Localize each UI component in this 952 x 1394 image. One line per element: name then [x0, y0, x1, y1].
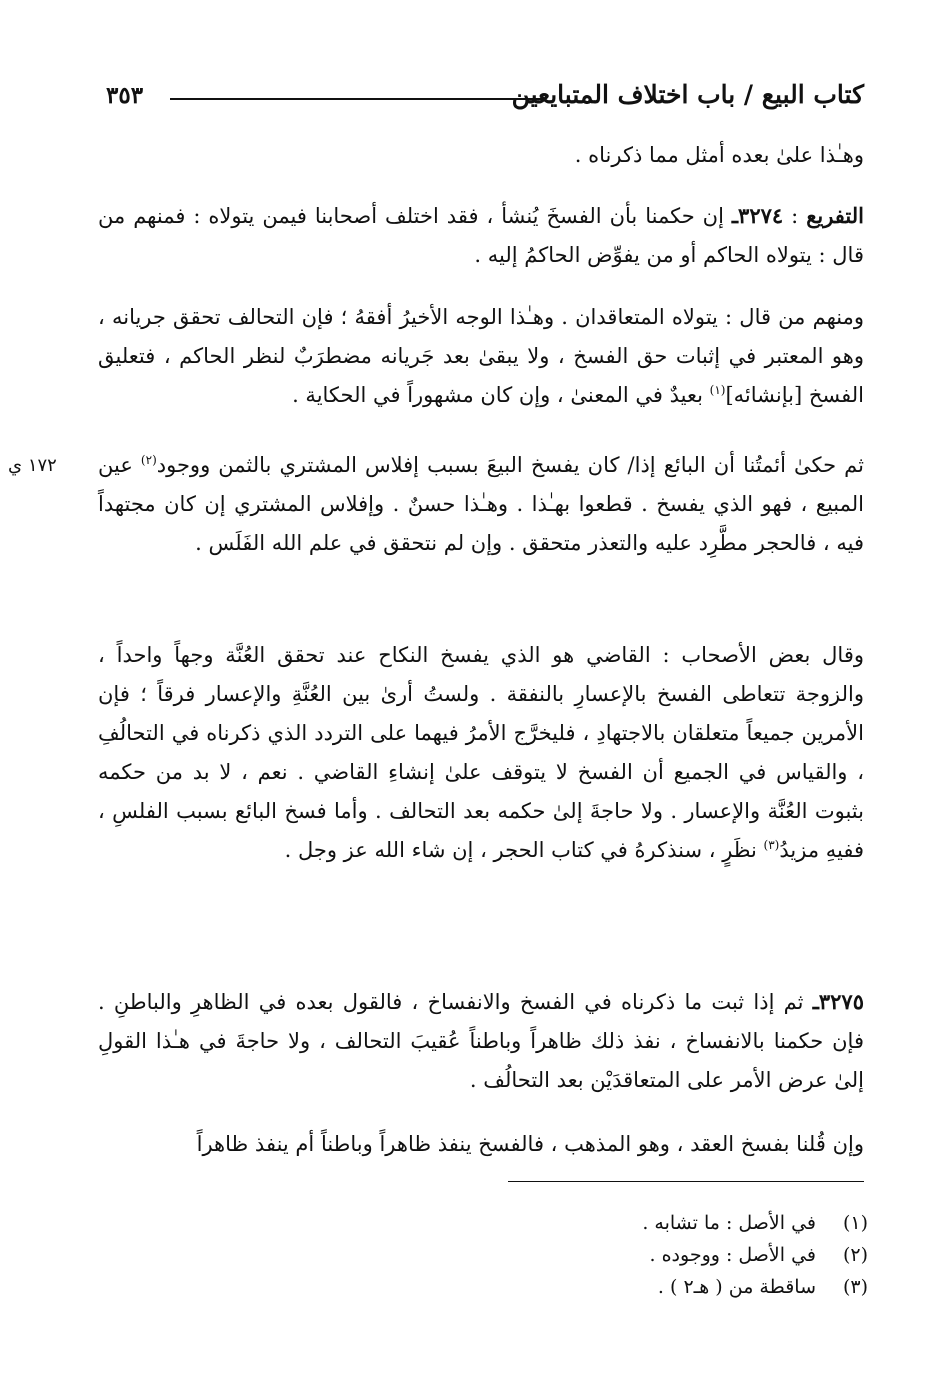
- paragraph-7: [98, 1125, 864, 1164]
- paragraph-4: [98, 446, 864, 563]
- paragraph-text: ثم حكىٰ أئمتُنا أن البائع إذا/ كان يفسخ البيعَ بسبب إفلاس المشتري بالثمن ووجود: [156, 453, 864, 477]
- paragraph-text: وقال بعض الأصحاب : القاضي هو الذي يفسخ النكاح عند تحقق العُنَّة وجهاً واحداً ، والزوجة تتعاطى الفسخ بالإعسارِ بالنفقة . ولستُ أرىٰ بين العُنَّةِ والإعسار فرقاً ؛ فإن الأمرين جميعاً متعلقان بالاجتهادِ ، فليخرَّج الأمرُ فيهما على التردد الذي ذكرناه في التحالُفِ ، والقياس في الجميع أن الفسخ لا يتوقف علىٰ إنشاءِ القاضي . نعم ، لا بد من حكمه بثبوت العُنَّة والإعسار . ولا حاجةَ إلىٰ حكمه بعد التحالف . وأما فسخ البائع بسبب الفلسِ ، ففيهِ مزيدُ: [98, 643, 864, 862]
- footnote: [500, 1271, 868, 1303]
- issue-number: ٣٢٧٥ـ: [812, 989, 864, 1014]
- paragraph-text: ثم إذا ثبت ما ذكرناه في الفسخ والانفساخ ، فالقول بعده في الظاهرِ والباطنِ . فإن حكمنا بالانفساخ ، نفذ ذلك ظاهراً وباطناً عُقيبَ التحالف ، ولا حاجةَ في هـٰذا القولِ إلىٰ عرض الأمر على المتعاقدَيْن بعد التحالُف .: [98, 990, 864, 1092]
- paragraph-text: بعيدٌ في المعنىٰ ، وإن كان مشهوراً في الحكاية .: [292, 383, 710, 407]
- running-header: [106, 70, 864, 120]
- footnote-text: ساقطة من ( هـ٢ ) .: [657, 1276, 816, 1298]
- paragraph-5: [98, 636, 864, 870]
- paragraph-1: [98, 136, 864, 175]
- page-number: ٣٥٣: [106, 82, 144, 109]
- section-label: التفريع: [806, 203, 864, 228]
- paragraph-3: [98, 298, 864, 415]
- footnote-text: في الأصل : ما تشابه .: [642, 1212, 816, 1234]
- paragraph-text: وهـٰذا علىٰ بعده أمثل مما ذكرناه .: [574, 143, 864, 167]
- margin-note: ١٧٢ ي: [8, 455, 57, 476]
- footnote-number: (١): [842, 1212, 868, 1234]
- paragraph-6: [98, 982, 864, 1100]
- footnote: [500, 1207, 868, 1239]
- label-separator: :: [783, 204, 807, 228]
- footnotes: [500, 1207, 868, 1303]
- paragraph-text: وإن قُلنا بفسخ العقد ، وهو المذهب ، فالفسخ ينفذ ظاهراً وباطناً أم ينفذ ظاهراً: [196, 1132, 864, 1156]
- issue-number: ٣٢٧٤ـ: [731, 203, 784, 228]
- footnote-number: (٣): [842, 1276, 868, 1298]
- footnote-text: في الأصل : ووجوده .: [649, 1244, 816, 1266]
- chapter-title: كتاب البيع / باب اختلاف المتبايعين: [511, 80, 864, 109]
- footnote-rule: [508, 1181, 864, 1182]
- footnote-ref[interactable]: (٣): [763, 838, 780, 852]
- paragraph-text: عين المبيع ، فهو الذي يفسخ . قطعوا بهـٰذا . وهـٰذا حسنٌ . وإفلاس المشتري إن كان مجتهداً فيه ، فالحجر مطَّرِد عليه والتعذر متحقق . وإن لم نتحقق في علم الله الفَلَس .: [98, 453, 864, 555]
- footnote-number: (٢): [842, 1244, 868, 1266]
- paragraph-tafri: [98, 196, 864, 275]
- footnote: [500, 1239, 868, 1271]
- footnote-ref[interactable]: (٢): [140, 453, 157, 467]
- paragraph-text: نظَرٍ ، سنذكرهُ في كتاب الحجر ، إن شاء الله عز وجل .: [284, 838, 764, 862]
- paragraph-text: إن حكمنا بأن الفسخَ يُنشأ ، فقد اختلف أصحابنا فيمن يتولاه : فمنهم من قال : يتولاه الحاكم أو من يفوِّض الحاكمُ إليه .: [98, 204, 864, 267]
- footnote-ref[interactable]: (١): [709, 383, 726, 397]
- paragraph-text: ومنهم من قال : يتولاه المتعاقدان . وهـٰذا الوجه الأخيرُ أفقهُ ؛ فإن التحالف تحقق جريانه ، وهو المعتبر في إثبات حق الفسخ ، ولا يبقىٰ بعد جَريانه مضطرَبٌ لنظر الحاكم ، فتعليق الفسخ [بإنشائه]: [98, 305, 864, 407]
- header-rule: [170, 98, 544, 100]
